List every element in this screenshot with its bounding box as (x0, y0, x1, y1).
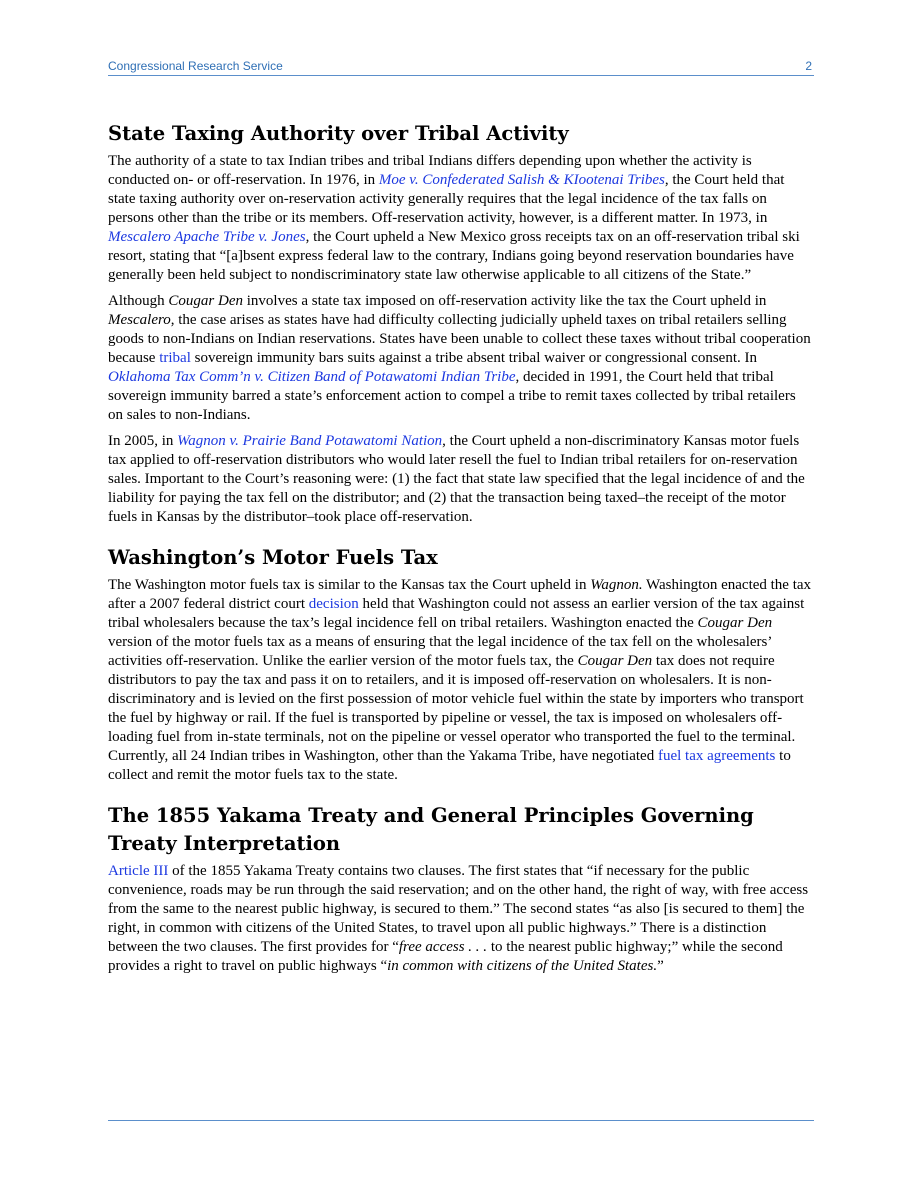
italic-text: Cougar Den (577, 653, 653, 669)
italic-text: Mescalero (108, 312, 171, 328)
link-mescalero-case[interactable] (108, 229, 306, 245)
spacer (108, 792, 814, 802)
italic-text: Wagnon. (590, 577, 643, 593)
text: ” (657, 958, 664, 974)
text: The Washington motor fuels tax is similar to the Kansas tax the Court upheld in (108, 577, 591, 593)
italic-text: in common with citizens of the United States. (387, 958, 658, 974)
text: held that Washington could not assess an earlier version of the tax against tribal wholesalers because the tax’s legal incidence fell on tribal retailers. Washington enacted the (108, 596, 805, 631)
link-text: Mescalero Apache Tribe v. Jones (108, 229, 306, 245)
link-wagnon-case[interactable] (177, 433, 442, 449)
text: , the case arises as states have had difficulty collecting judicially upheld taxes on tribal retailers selling goods to non-Indians on Indian reservations. States have been unable to collect these taxes without tribal cooperation because (108, 312, 811, 366)
italic-text: free access . . . (398, 939, 488, 955)
text: The authority of a state to tax Indian tribes and tribal Indians differs depending upon whether the activity is conducted on- or off-reservation. In 1976, in (108, 153, 752, 188)
page-header (108, 59, 814, 76)
footer-rule (108, 1120, 814, 1121)
text: involves a state tax imposed on off-reservation activity like the tax the Court upheld in (243, 293, 767, 309)
link-article-iii[interactable]: Article III (108, 863, 169, 879)
text: , the Court upheld a non-discriminatory Kansas motor fuels tax applied to off-reservation distributors who would later resell the fuel to Indian tribal retailers for on-reservation sales. Important to the Court’s reasoning were: (1) the fact that state law specified that the legal incidence of and the liability for paying the tax fell on the distributor; and (2) that the transaction being taxed–the receipt of the motor fuels in Kansas by the distributor–took place off-reservation. (108, 433, 805, 525)
link-fuel-tax-agreements[interactable]: fuel tax agreements (657, 748, 776, 764)
header-org: Congressional Research Service (108, 59, 283, 73)
text: of the 1855 Yakama Treaty contains two clauses. The first states that “if necessary for the public convenience, roads may be run through the said reservation; and on the other hand, the right of way, with free access from the same to the nearest public highway, is secured to them.” The second states “as also [is secured to them] the right, in common with citizens of the United States, to travel upon all public highways.” There is a distinction between the two clauses. The first provides for “ (108, 863, 809, 955)
text: version of the motor fuels tax as a means of ensuring that the legal incidence of the tax fell on the wholesalers’ activities off-reservation. Unlike the earlier version of the motor fuels tax, the (108, 634, 772, 669)
link-oklahoma-case[interactable] (108, 369, 516, 385)
section-heading-yakama-treaty: The 1855 Yakama Treaty and General Principles Governing Treaty Interpretation (108, 804, 754, 855)
section-heading-motor-fuels-tax: Washington’s Motor Fuels Tax (108, 546, 438, 569)
text: Although (108, 293, 169, 309)
document-body (108, 120, 814, 983)
paragraph (108, 862, 814, 976)
paragraph (108, 576, 814, 785)
paragraph (108, 152, 814, 285)
text: Washington enacted the tax after a 2007 federal district court (108, 577, 812, 612)
paragraph (108, 432, 814, 527)
paragraph (108, 292, 814, 425)
italic-text: Cougar Den (697, 615, 773, 631)
link-decision[interactable]: decision (308, 596, 359, 612)
text: , decided in 1991, the Court held that tribal sovereign immunity barred a state’s enforcement action to compel a tribe to remit taxes collected by tribal retailers on sales to non-Indians. (108, 369, 796, 423)
text: sovereign immunity bars suits against a tribe absent tribal waiver or congressional consent. In (190, 350, 757, 366)
spacer (108, 534, 814, 544)
text: , the Court upheld a New Mexico gross receipts tax on an off-reservation tribal ski resort, stating that “[a]bsent express federal law to the contrary, Indians going beyond reservation boundaries have generally been held subject to nondiscriminatory state law otherwise applicable to all citizens of the State.” (108, 229, 800, 283)
link-text: Wagnon v. Prairie Band Potawatomi Nation (177, 433, 443, 449)
page-number: 2 (805, 59, 812, 73)
link-text: Moe v. Confederated Salish & KIootenai Tribes (378, 172, 665, 188)
link-tribal[interactable]: tribal (159, 350, 191, 366)
text: to collect and remit the motor fuels tax to the state. (108, 748, 791, 783)
text: In 2005, in (108, 433, 178, 449)
text: tax does not require distributors to pay the tax and pass it on to retailers, and it is imposed off-reservation on wholesalers. It is non-discriminatory and is levied on the first possession of motor vehicle fuel within the state by importers who transport the fuel by highway or rail. If the fuel is transported by pipeline or vessel, the tax is imposed on wholesalers off-loading fuel from in-state terminals, not on the pipeline or vessel operator who transported the fuel to the terminal. Currently, all 24 Indian tribes in Washington, other than the Yakama Tribe, have negotiated (108, 653, 804, 764)
link-moe-case[interactable] (379, 172, 665, 188)
text: to the nearest public highway;” while the second provides a right to travel on public highways “ (108, 939, 783, 974)
link-text: Oklahoma Tax Comm’n v. Citizen Band of Potawatomi Indian Tribe (108, 369, 516, 385)
section-heading-taxing-authority: State Taxing Authority over Tribal Activity (108, 122, 569, 145)
italic-text: Cougar Den (168, 293, 244, 309)
text: , the Court held that state taxing authority over on-reservation activity generally requires that the legal incidence of the tax falls on persons other than the tribe or its members. Off-reservation activity, however, is a different matter. In 1973, in (108, 172, 785, 226)
